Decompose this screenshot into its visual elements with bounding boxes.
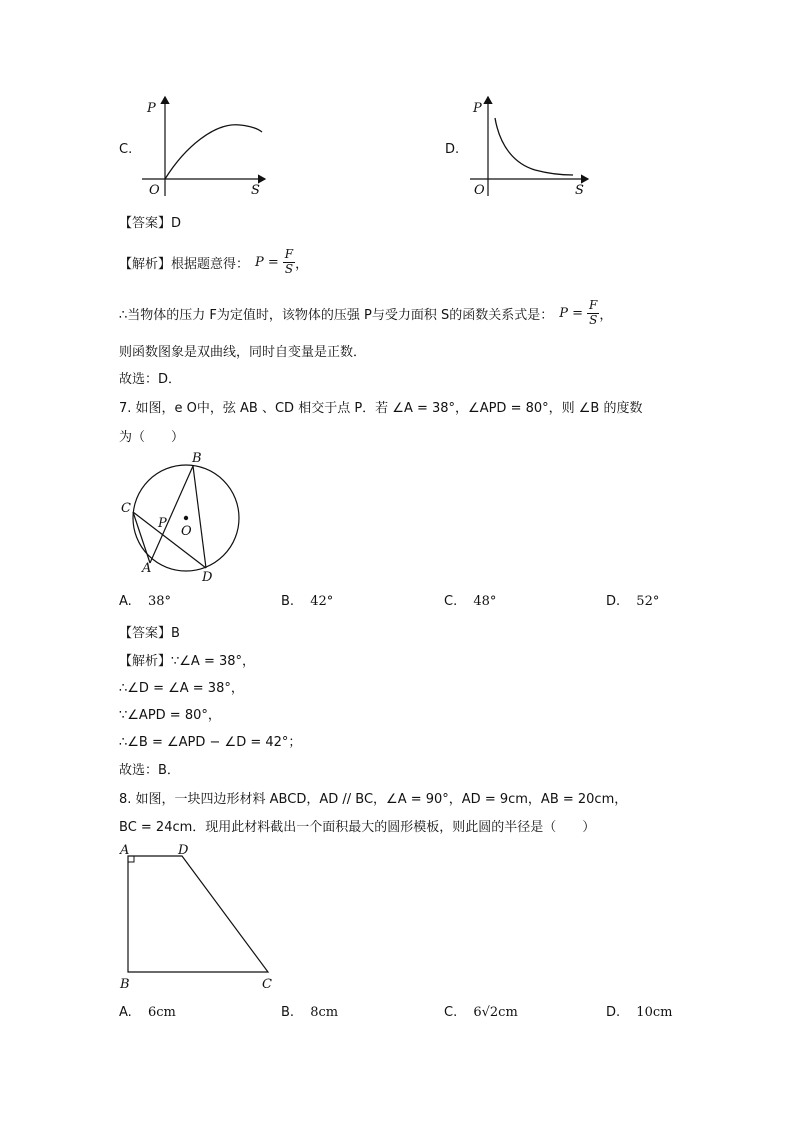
option-value: 6√2cm [473,1005,518,1020]
q6-conclusion: 则函数图象是双曲线，同时自变量是正数． [119,345,367,360]
q6-line2 [119,293,612,333]
formula-fraction [587,299,599,326]
q7-choose: 故选：B． [119,763,180,778]
segment-ca [133,512,150,563]
q8-option-a [119,1005,176,1020]
q7-analysis-line4: ∴∠B = ∠APD − ∠D = 42°； [119,735,302,750]
q8-stem-line2: BC = 24cm．现用此材料截出一个面积最大的圆形模板，则此圆的半径是（ ） [119,820,596,835]
q8-stem-line1: 8. 如图，一块四边形材料 ABCD，AD // BC，∠A = 90°，AD = 9cm，AB = 20cm， [119,792,628,807]
formula-tail: ， [295,256,309,272]
q7-analysis-line1: 【解析】∵∠A = 38°， [119,654,256,669]
option-value: 52° [636,594,660,609]
q6-analysis-line [119,242,308,282]
option-label: A. [119,594,132,609]
option-label: B. [281,1005,295,1020]
q7-circle-figure [112,448,252,588]
point-c-label: C [121,501,131,516]
axis-s-label: S [575,183,584,198]
axis-p-label: P [473,101,482,116]
formula-lhs: P = [559,305,584,321]
vertex-c-label: C [262,977,272,992]
q6-answer: 【答案】D [119,216,182,231]
line2-text: ∴当物体的压力 F为定值时，该物体的压强 P与受力面积 S的函数关系式是： [119,307,554,323]
option-value: 10cm [636,1005,673,1020]
q7-stem-line2: 为（ ） [119,430,185,445]
point-b-label: B [192,451,202,466]
point-p-label: P [158,516,167,531]
option-label: C. [444,594,458,609]
formula-lhs: P = [255,254,279,270]
fraction-numerator: F [284,247,294,262]
option-label: D. [606,1005,621,1020]
option-value: 42° [310,594,334,609]
option-c-label: C. [119,142,133,157]
graph-c [140,92,280,202]
option-value: 6cm [147,1005,176,1020]
option-label: A. [119,1005,132,1020]
axis-s-label: S [251,183,260,198]
q7-option-a [119,594,171,609]
q7-analysis-line2: ∴∠D = ∠A = 38°， [119,681,244,696]
curve-d [495,118,573,175]
segment-bd [193,466,206,568]
q7-stem-line1: 7. 如图，e O中，弦 AB 、CD 相交于点 P．若 ∠A = 38°，∠APD = 80°，则 ∠B 的度数 [119,401,643,416]
analysis-prefix: 【解析】根据题意得： [119,256,250,272]
chord-ab [150,466,193,563]
fraction-numerator: F [589,298,598,313]
fraction-denominator: S [589,312,598,327]
q7-option-d [606,594,659,609]
point-a-label: A [142,561,152,576]
graph-d [465,92,605,202]
center-dot [184,516,188,520]
option-label: D. [606,594,621,609]
formula-fraction [283,248,295,275]
trapezoid-abcd [128,856,268,972]
q6-choose: 故选：D． [119,372,182,387]
origin-label: O [149,183,160,198]
curve-c [165,125,262,179]
origin-label: O [474,183,485,198]
vertex-a-label: A [120,843,130,858]
q7-option-b [281,594,333,609]
q8-option-c [444,1005,518,1020]
q7-answer: 【答案】B [119,626,180,641]
vertex-b-label: B [120,977,130,992]
option-value: 8cm [310,1005,339,1020]
point-d-label: D [202,570,213,585]
point-o-label: O [181,524,192,539]
option-value: 48° [473,594,497,609]
q7-option-c [444,594,496,609]
q7-analysis-line3: ∵∠APD = 80°， [119,708,221,723]
option-label: C. [444,1005,458,1020]
option-d-label: D. [445,142,460,157]
option-label: B. [281,594,295,609]
q8-option-d [606,1005,672,1020]
vertex-d-label: D [178,843,189,858]
option-value: 38° [147,594,171,609]
q8-trapezoid-figure [112,838,287,993]
formula-tail: ， [599,307,613,323]
fraction-denominator: S [284,261,294,276]
q8-option-b [281,1005,338,1020]
axis-p-label: P [147,101,156,116]
